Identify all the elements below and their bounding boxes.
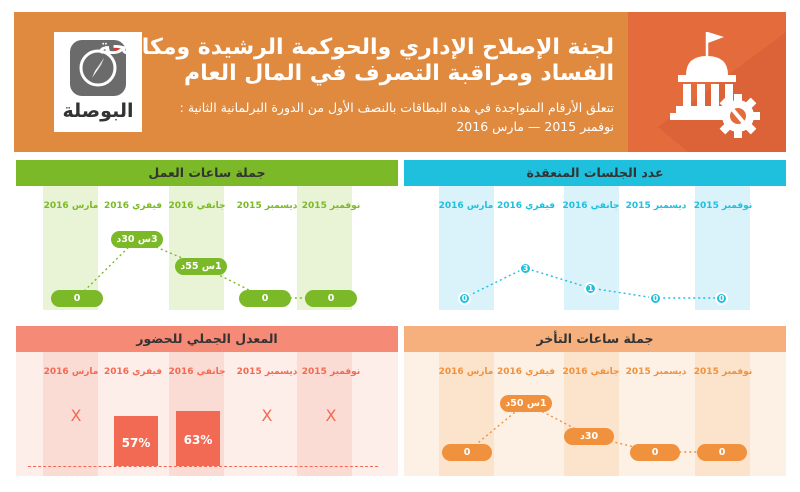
panel-body xyxy=(404,352,786,476)
value-pill: 30د xyxy=(564,428,614,445)
page-title-line-2: الفساد ومراقبة التصرف في المال العام xyxy=(184,61,614,86)
no-data-mark: X xyxy=(325,406,337,425)
panel-title: المعدل الجملي للحضور xyxy=(16,326,398,352)
value-pill: 1س 50د xyxy=(500,395,552,412)
page-subtitle xyxy=(180,98,614,136)
month-label: ديسمبر 2015 xyxy=(625,201,687,211)
month-label: فيفري 2016 xyxy=(496,201,556,211)
panel-body xyxy=(16,186,398,310)
value-dot: 0 xyxy=(458,292,471,305)
baseline xyxy=(28,466,378,467)
value-pill: 3س 30د xyxy=(111,231,163,248)
month-label: نوفمبر 2015 xyxy=(693,201,753,211)
attendance-bar: 57% xyxy=(114,416,158,466)
panel-body xyxy=(16,352,398,476)
value-pill: 0 xyxy=(51,290,103,307)
value-dot: 1 xyxy=(584,282,597,295)
value-dot: 3 xyxy=(519,262,532,275)
value-pill: 0 xyxy=(697,444,747,461)
value-pill: 1س 55د xyxy=(175,258,227,275)
panel-body xyxy=(404,186,786,310)
brand-name: البوصلة xyxy=(62,100,134,122)
header-banner xyxy=(14,12,786,152)
parliament-gear-icon xyxy=(628,12,786,152)
value-pill: 0 xyxy=(239,290,291,307)
month-label: جانفي 2016 xyxy=(562,367,620,377)
attendance-bar: 63% xyxy=(176,411,220,466)
value-dot: 0 xyxy=(649,292,662,305)
no-data-mark: X xyxy=(70,406,82,425)
panel-title: جملة ساعات التأخر xyxy=(404,326,786,352)
subtitle-period: نوفمبر 2015 — مارس 2016 xyxy=(456,119,614,134)
month-label: مارس 2016 xyxy=(43,201,99,211)
month-label: جانفي 2016 xyxy=(168,201,226,211)
month-label: فيفري 2016 xyxy=(103,367,163,377)
header-icon-panel xyxy=(628,12,786,152)
month-label: ديسمبر 2015 xyxy=(236,201,298,211)
month-label: ديسمبر 2015 xyxy=(236,367,298,377)
month-label: فيفري 2016 xyxy=(103,201,163,211)
month-label: مارس 2016 xyxy=(43,367,99,377)
month-label: نوفمبر 2015 xyxy=(301,201,361,211)
value-pill: 0 xyxy=(442,444,492,461)
panel-title: جملة ساعات العمل xyxy=(16,160,398,186)
month-label: نوفمبر 2015 xyxy=(693,367,753,377)
month-label: نوفمبر 2015 xyxy=(301,367,361,377)
panel-work-hours xyxy=(16,160,398,310)
panel-sessions xyxy=(404,160,786,310)
panel-attendance xyxy=(16,326,398,476)
month-label: فيفري 2016 xyxy=(496,367,556,377)
panel-title: عدد الجلسات المنعقدة xyxy=(404,160,786,186)
month-label: جانفي 2016 xyxy=(168,367,226,377)
value-dot: 0 xyxy=(715,292,728,305)
value-pill: 0 xyxy=(305,290,357,307)
month-label: مارس 2016 xyxy=(438,201,494,211)
panel-delays xyxy=(404,326,786,476)
month-label: جانفي 2016 xyxy=(562,201,620,211)
page-title xyxy=(98,35,614,87)
month-label: مارس 2016 xyxy=(438,367,494,377)
page-title-line-1: لجنة الإصلاح الإداري والحوكمة الرشيدة ومكافحة xyxy=(98,35,614,60)
subtitle-line-1: تتعلق الأرقام المتواجدة في هذه البطاقات بالنصف الأول من الدورة البرلمانية الثانية : xyxy=(179,100,614,115)
value-pill: 0 xyxy=(630,444,680,461)
month-label: ديسمبر 2015 xyxy=(625,367,687,377)
no-data-mark: X xyxy=(261,406,273,425)
